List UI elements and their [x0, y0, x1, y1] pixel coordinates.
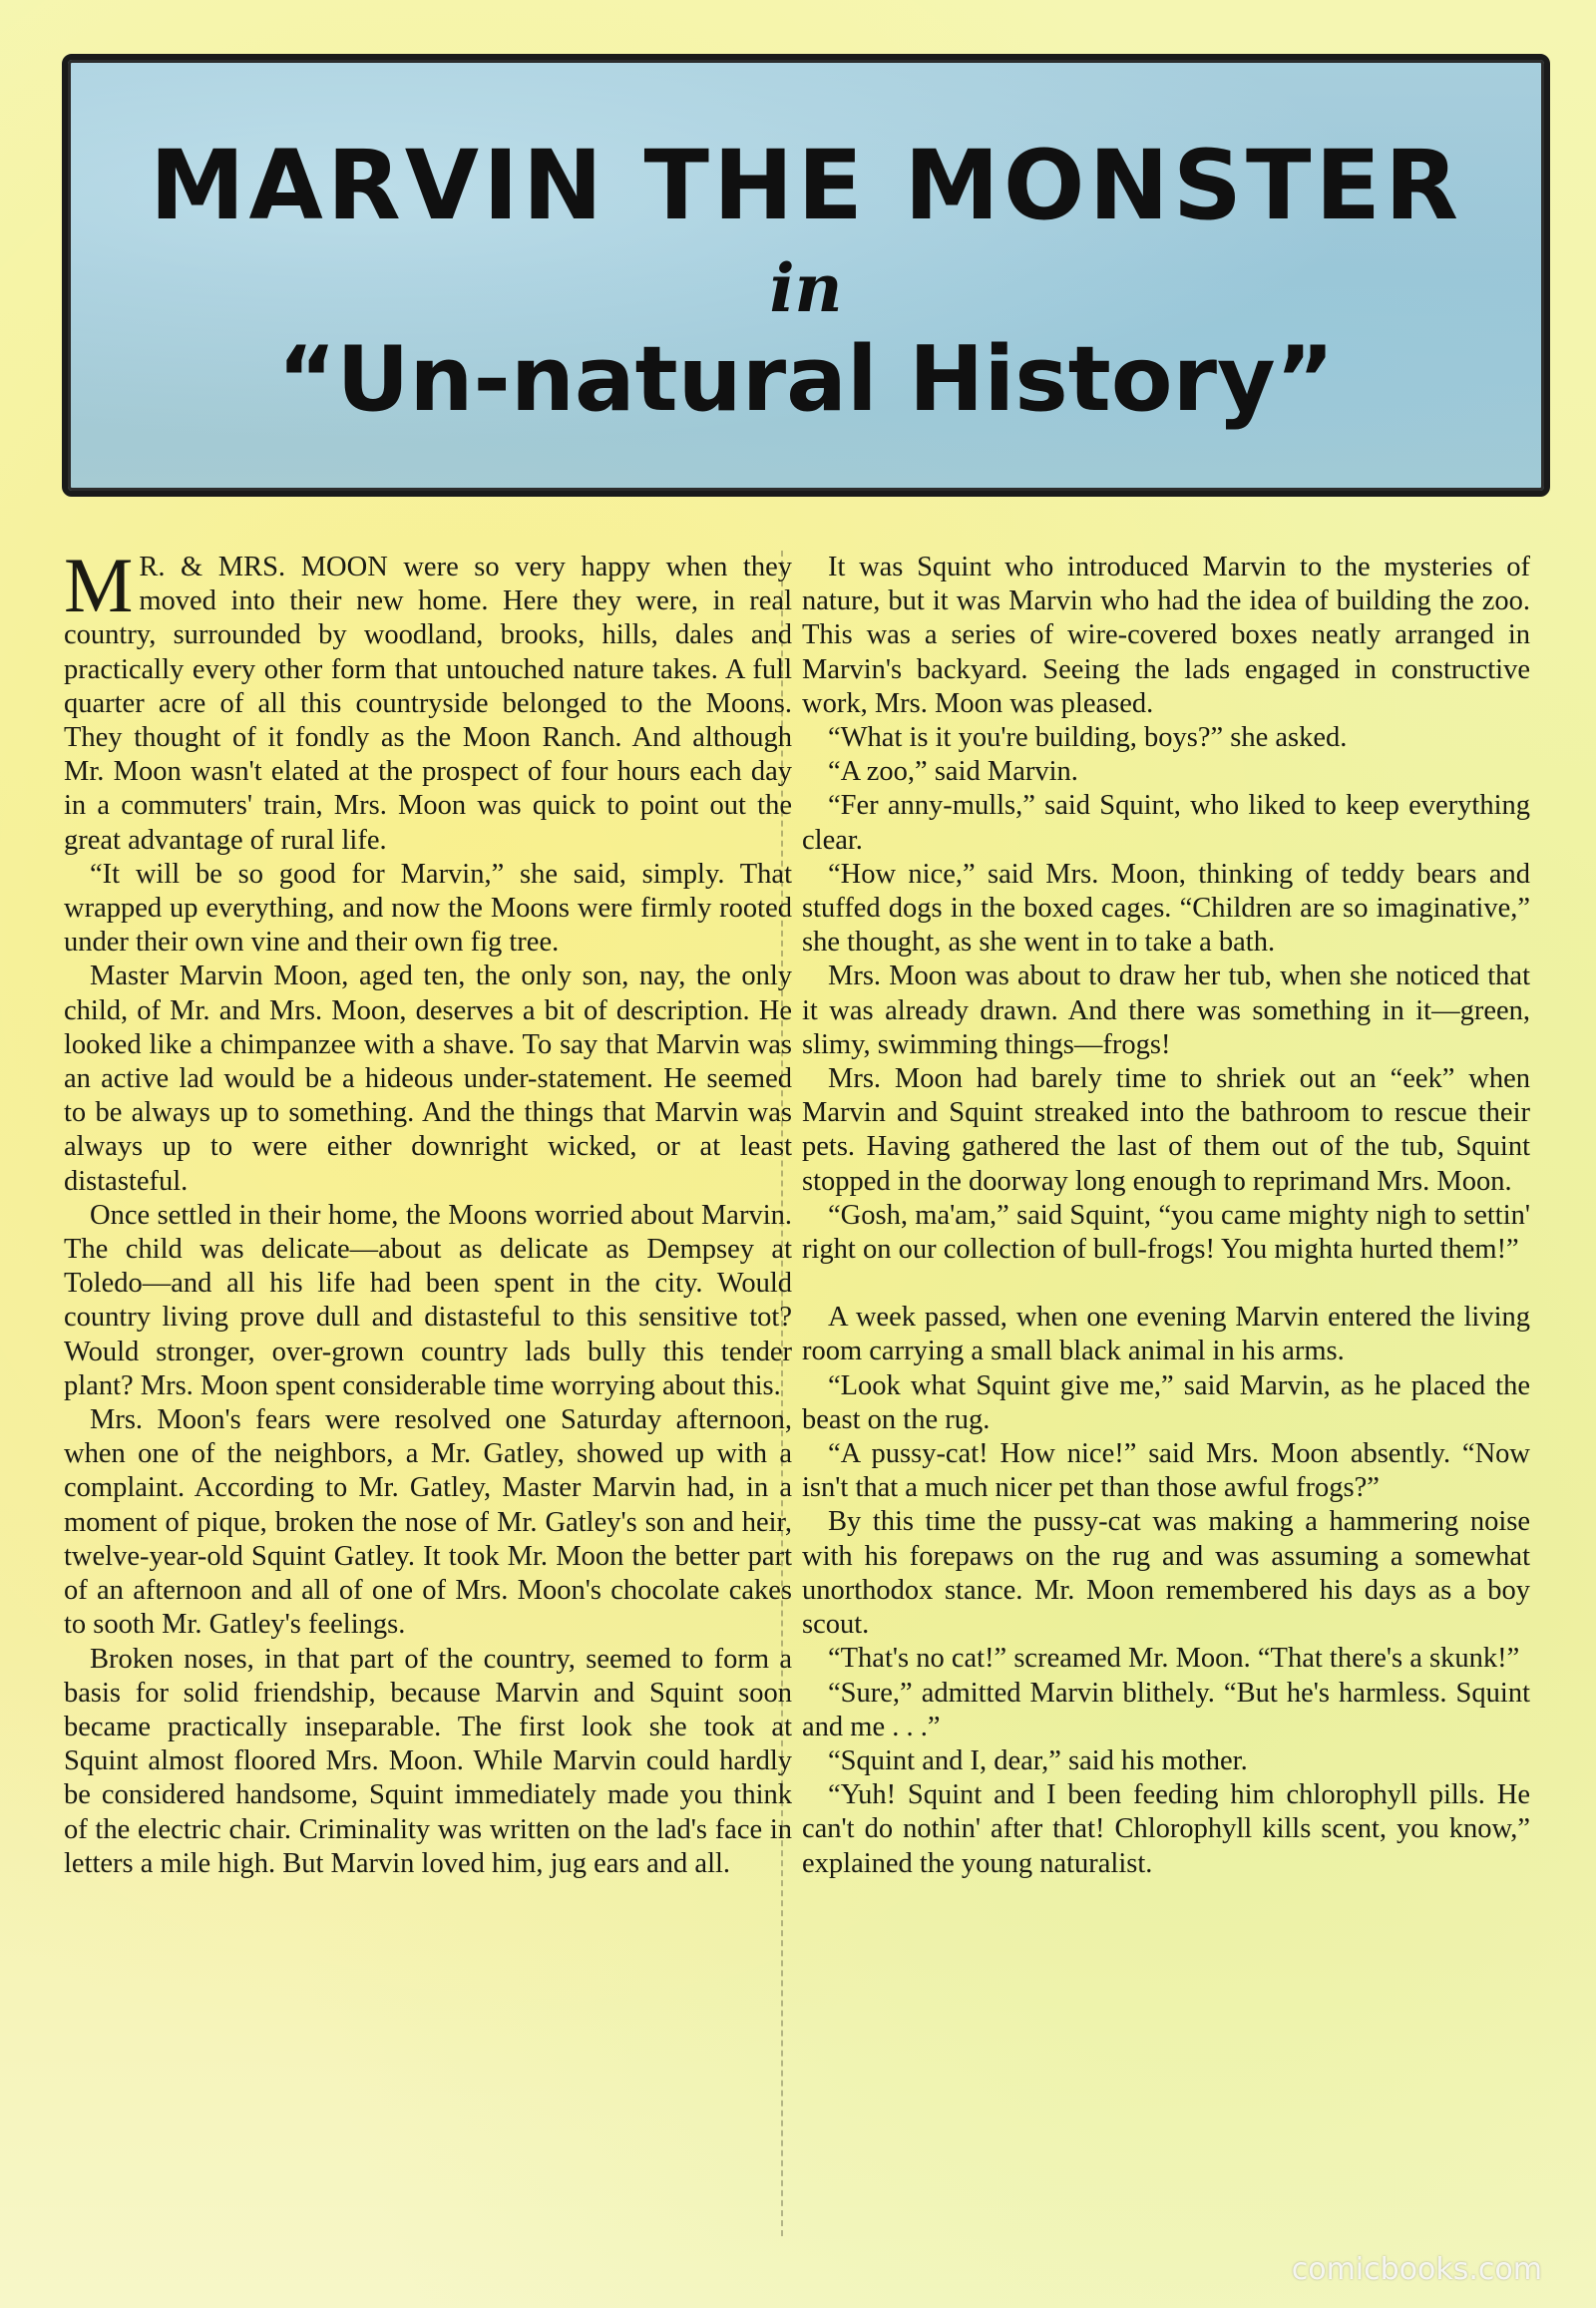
- story-subtitle: “Un-natural History”: [277, 327, 1335, 432]
- paragraph: “A pussy-cat! How nice!” said Mrs. Moon absently. “Now isn't that a much nicer pet than those awful frogs?”: [802, 1438, 1530, 1504]
- paragraph: Mrs. Moon had barely time to shriek out an “eek” when Marvin and Squint streaked into the bathroom to rescue their pets. Having gathered the last of them out of the tub, Squint stopped in the doorway long enough to reprimand Mrs. Moon.: [802, 1063, 1530, 1197]
- paragraph: “How nice,” said Mrs. Moon, thinking of teddy bears and stuffed dogs in the boxed cages. “Children are so imaginative,” she thought, as she went in to take a bath.: [802, 858, 1530, 959]
- site-watermark: comicbooks.com: [1291, 2252, 1542, 2287]
- paragraph: “Look what Squint give me,” said Marvin, as he placed the beast on the rug.: [802, 1369, 1530, 1435]
- paragraph: [64, 542, 792, 858]
- paragraph: Broken noses, in that part of the country, seemed to form a basis for solid friendship, because Marvin and Squint soon became practically inseparable. The first look she took at Squint almost floored Mrs. Moon. While Marvin could hardly be considered handsome, Squint immediately made you think of the electric chair. Criminality was written on the lad's face in letters a mile high. But Marvin loved him, jug ears and all.: [64, 1643, 792, 1879]
- right-text-column: [802, 551, 1530, 2236]
- paragraph: “That's no cat!” screamed Mr. Moon. “That there's a skunk!”: [828, 1643, 1520, 1675]
- paragraph: A week passed, when one evening Marvin entered the living room carrying a small black animal in his arms.: [802, 1302, 1530, 1367]
- title-connector: in: [769, 249, 843, 327]
- paragraph: “A zoo,” said Marvin.: [828, 756, 1078, 788]
- paragraph: “Yuh! Squint and I been feeding him chlorophyll pills. He can't do nothin' after that! Chlorophyll kills scent, you know,” explained the young naturalist.: [802, 1779, 1530, 1879]
- paragraph-text: R. & MRS. MOON were so very happy when they moved into their new home. Here they were, in real country, surrounded by woodland, brooks, hills, dales and practically every other form that untouched nature takes. A full quarter acre of all this countryside belonged to the Moons. They thought of it fondly as the Moon Ranch. And although Mr. Moon wasn't elated at the prospect of four hours each day in a commuters' train, Mrs. Moon was quick to point out the great advantage of rural life.: [64, 552, 792, 856]
- title-banner: [62, 54, 1550, 497]
- paragraph: By this time the pussy-cat was making a hammering noise with his forepaws on the rug and was assuming a somewhat unorthodox stance. Mr. Moon remembered his days as a boy scout.: [802, 1506, 1530, 1641]
- column-divider: [781, 551, 783, 2236]
- paragraph: “It will be so good for Marvin,” she said, simply. That wrapped up everything, and now the Moons were firmly rooted under their own vine and their own fig tree.: [64, 858, 792, 959]
- drop-cap: M: [64, 542, 134, 628]
- left-text-column: [64, 542, 792, 2236]
- paragraph: It was Squint who introduced Marvin to the mysteries of nature, but it was Marvin who had the idea of building the zoo. This was a series of wire-covered boxes neatly arranged in Marvin's backyard. Seeing the lads engaged in constructive work, Mrs. Moon was pleased.: [802, 552, 1530, 719]
- story-title: MARVIN THE MONSTER: [150, 130, 1462, 241]
- paragraph: “Sure,” admitted Marvin blithely. “But he's harmless. Squint and me . . .”: [802, 1677, 1530, 1742]
- paragraph: Mrs. Moon's fears were resolved one Saturday afternoon, when one of the neighbors, a Mr. Gatley, showed up with a complaint. According to Mr. Gatley, Master Marvin had, in a moment of pique, broken the nose of Mr. Gatley's son and heir, twelve-year-old Squint Gatley. It took Mr. Moon the better part of an afternoon and all of one of Mrs. Moon's chocolate cakes to sooth Mr. Gatley's feelings.: [64, 1404, 792, 1641]
- paragraph: Master Marvin Moon, aged ten, the only son, nay, the only child, of Mr. and Mrs. Moon, deserves a bit of description. He looked like a chimpanzee with a shave. To say that Marvin was an active lad would be a hideous under-statement. He seemed to be always up to something. And the things that Marvin was always up to were either downright wicked, or at least distasteful.: [64, 961, 792, 1197]
- paragraph: “Fer anny-mulls,” said Squint, who liked to keep everything clear.: [802, 790, 1530, 856]
- paragraph: Mrs. Moon was about to draw her tub, when she noticed that it was already drawn. And there was something in it—green, slimy, swimming things—frogs!: [802, 961, 1530, 1060]
- paragraph: “What is it you're building, boys?” she asked.: [828, 722, 1348, 754]
- paragraph: Once settled in their home, the Moons worried about Marvin. The child was delicate—about as delicate as Dempsey at Toledo—and all his life had been spent in the city. Would country living prove dull and distasteful to this sensitive tot? Would stronger, over-grown country lads bully this tender plant? Mrs. Moon spent considerable time worrying about this.: [64, 1199, 792, 1401]
- paragraph: “Gosh, ma'am,” said Squint, “you came mighty nigh to settin' right on our collection of bull-frogs! You mighta hurted them!”: [802, 1199, 1530, 1266]
- paragraph: “Squint and I, dear,” said his mother.: [828, 1744, 1248, 1776]
